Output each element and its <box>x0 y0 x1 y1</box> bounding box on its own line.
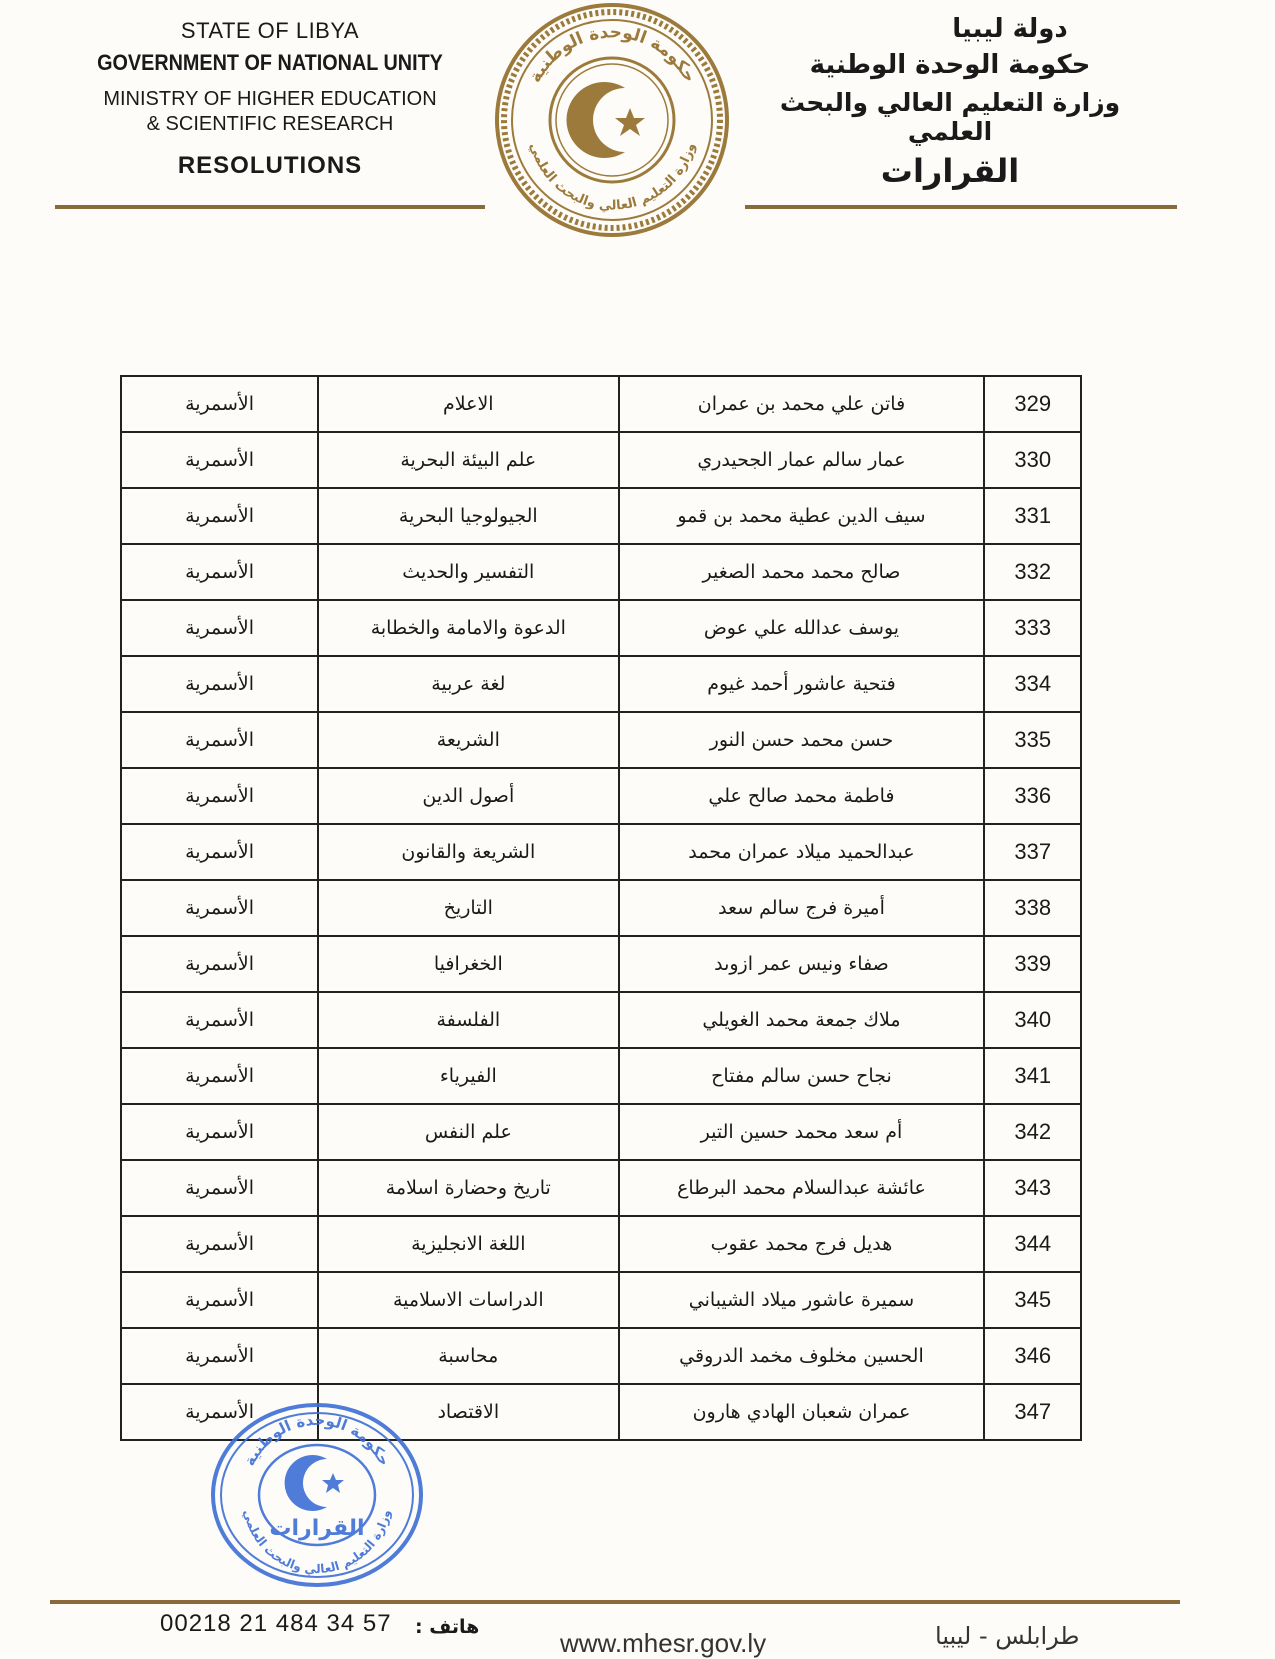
specialization: الفيرياء <box>318 1048 618 1104</box>
seal-text-top: حكومة الوحدة الوطنية <box>525 22 700 87</box>
student-name: فاطمة محمد صالح علي <box>619 768 985 824</box>
footer-phone: 00218 21 484 34 57 <box>160 1610 392 1637</box>
table-row <box>121 488 1081 544</box>
header-rule-left <box>55 205 485 209</box>
specialization: الخغرافيا <box>318 936 618 992</box>
student-name: أم سعد محمد حسين التير <box>619 1104 985 1160</box>
student-name: هديل فرج محمد عقوب <box>619 1216 985 1272</box>
table-row <box>121 936 1081 992</box>
university: الأسمرية <box>121 712 318 768</box>
row-number: 344 <box>984 1216 1081 1272</box>
university: الأسمرية <box>121 992 318 1048</box>
stamp-text-center: القرارات <box>269 1516 365 1541</box>
footer-phone-label: هاتف : <box>415 1616 480 1638</box>
row-number: 329 <box>984 376 1081 432</box>
university: الأسمرية <box>121 488 318 544</box>
department-name-ar: القرارات <box>880 152 1020 190</box>
specialization: تاريخ وحضارة اسلامة <box>318 1160 618 1216</box>
university: الأسمرية <box>121 432 318 488</box>
official-stamp-icon <box>205 1395 430 1590</box>
government-name-en: GOVERNMENT OF NATIONAL UNITY <box>97 50 443 75</box>
row-number: 330 <box>984 432 1081 488</box>
university: الأسمرية <box>121 1216 318 1272</box>
row-number: 342 <box>984 1104 1081 1160</box>
table-row <box>121 544 1081 600</box>
footer-rule <box>50 1600 1180 1604</box>
row-number: 334 <box>984 656 1081 712</box>
table-row <box>121 376 1081 432</box>
row-number: 346 <box>984 1328 1081 1384</box>
student-name: فاتن علي محمد بن عمران <box>619 376 985 432</box>
university: الأسمرية <box>121 824 318 880</box>
roster-body <box>121 376 1081 1440</box>
stamp-text-bottom: وزارة التعليم العالي والبحث العلمي <box>240 1508 394 1577</box>
row-number: 332 <box>984 544 1081 600</box>
header-rule-right <box>745 205 1177 209</box>
table-row <box>121 432 1081 488</box>
table-row <box>121 768 1081 824</box>
row-number: 345 <box>984 1272 1081 1328</box>
university: الأسمرية <box>121 880 318 936</box>
specialization: الاعلام <box>318 376 618 432</box>
student-name: عمار سالم عمار الجحيدري <box>619 432 985 488</box>
seal-text-bottom: وزارة التعليم العالي والبحث العلمي <box>526 141 699 214</box>
specialization: اللغة الانجليزية <box>318 1216 618 1272</box>
department-name-en: RESOLUTIONS <box>177 152 363 179</box>
row-number: 339 <box>984 936 1081 992</box>
specialization: الاقتصاد <box>318 1384 618 1440</box>
specialization: التفسير والحديث <box>318 544 618 600</box>
ministry-name-en-line1: MINISTRY OF HIGHER EDUCATION <box>103 88 437 110</box>
row-number: 341 <box>984 1048 1081 1104</box>
specialization: محاسبة <box>318 1328 618 1384</box>
specialization: الدعوة والامامة والخطابة <box>318 600 618 656</box>
student-name: صالح محمد محمد الصغير <box>619 544 985 600</box>
table-row <box>121 1160 1081 1216</box>
student-name: فتحية عاشور أحمد غيوم <box>619 656 985 712</box>
university: الأسمرية <box>121 1272 318 1328</box>
row-number: 347 <box>984 1384 1081 1440</box>
student-name: عمران شعبان الهادي هارون <box>619 1384 985 1440</box>
state-name-ar: دولة ليبيا <box>952 14 1068 44</box>
specialization: التاريخ <box>318 880 618 936</box>
table-row <box>121 1216 1081 1272</box>
student-name: حسن محمد حسن النور <box>619 712 985 768</box>
table-row <box>121 656 1081 712</box>
roster-table <box>120 375 1082 1441</box>
student-name: سيف الدين عطية محمد بن قمو <box>619 488 985 544</box>
table-row <box>121 992 1081 1048</box>
student-name: سميرة عاشور ميلاد الشيباني <box>619 1272 985 1328</box>
svg-text:حكومة الوحدة الوطنية <box>525 22 700 86</box>
student-name: عائشة عبدالسلام محمد البرطاع <box>619 1160 985 1216</box>
table-row <box>121 1104 1081 1160</box>
specialization: الشريعة والقانون <box>318 824 618 880</box>
specialization: الشريعة <box>318 712 618 768</box>
specialization: علم النفس <box>318 1104 618 1160</box>
university: الأسمرية <box>121 656 318 712</box>
row-number: 333 <box>984 600 1081 656</box>
footer-website-link[interactable]: www.mhesr.gov.ly <box>560 1628 767 1658</box>
table-row <box>121 1048 1081 1104</box>
footer-city: طرابلس - ليبيا <box>935 1622 1080 1650</box>
table-row <box>121 880 1081 936</box>
specialization: لغة عربية <box>318 656 618 712</box>
row-number: 331 <box>984 488 1081 544</box>
specialization: أصول الدين <box>318 768 618 824</box>
university: الأسمرية <box>121 1048 318 1104</box>
student-name: عبدالحميد ميلاد عمران محمد <box>619 824 985 880</box>
specialization: علم البيئة البحرية <box>318 432 618 488</box>
university: الأسمرية <box>121 376 318 432</box>
row-number: 340 <box>984 992 1081 1048</box>
table-row <box>121 1328 1081 1384</box>
ministry-name-ar: وزارة التعليم العالي والبحث العلمي <box>779 88 1121 146</box>
table-row <box>121 712 1081 768</box>
row-number: 335 <box>984 712 1081 768</box>
student-name: أميرة فرج سالم سعد <box>619 880 985 936</box>
university: الأسمرية <box>121 936 318 992</box>
student-name: يوسف عدالله علي عوض <box>619 600 985 656</box>
table-row <box>121 1272 1081 1328</box>
university: الأسمرية <box>121 1104 318 1160</box>
student-name: الحسين مخلوف مخمد الدروقي <box>619 1328 985 1384</box>
english-letterhead <box>55 14 485 180</box>
table-row <box>121 824 1081 880</box>
university: الأسمرية <box>121 1160 318 1216</box>
specialization: الدراسات الاسلامية <box>318 1272 618 1328</box>
government-name-ar: حكومة الوحدة الوطنية <box>809 50 1091 80</box>
university: الأسمرية <box>121 600 318 656</box>
university: الأسمرية <box>121 1384 318 1440</box>
government-seal-icon <box>490 0 735 240</box>
arabic-letterhead <box>735 10 1165 190</box>
state-name-en: STATE OF LIBYA <box>180 18 360 43</box>
row-number: 337 <box>984 824 1081 880</box>
student-name: ملاك جمعة محمد الغويلي <box>619 992 985 1048</box>
ministry-name-en-line2: & SCIENTIFIC RESEARCH <box>146 113 394 135</box>
table-row <box>121 600 1081 656</box>
university: الأسمرية <box>121 1328 318 1384</box>
specialization: الفلسفة <box>318 992 618 1048</box>
specialization: الجيولوجيا البحرية <box>318 488 618 544</box>
university: الأسمرية <box>121 544 318 600</box>
row-number: 338 <box>984 880 1081 936</box>
row-number: 343 <box>984 1160 1081 1216</box>
student-name: نجاح حسن سالم مفتاح <box>619 1048 985 1104</box>
student-name: صفاء ونيس عمر ازوىد <box>619 936 985 992</box>
stamp-text-top: حكومة الوحدة الوطنية <box>240 1410 394 1469</box>
row-number: 336 <box>984 768 1081 824</box>
university: الأسمرية <box>121 768 318 824</box>
